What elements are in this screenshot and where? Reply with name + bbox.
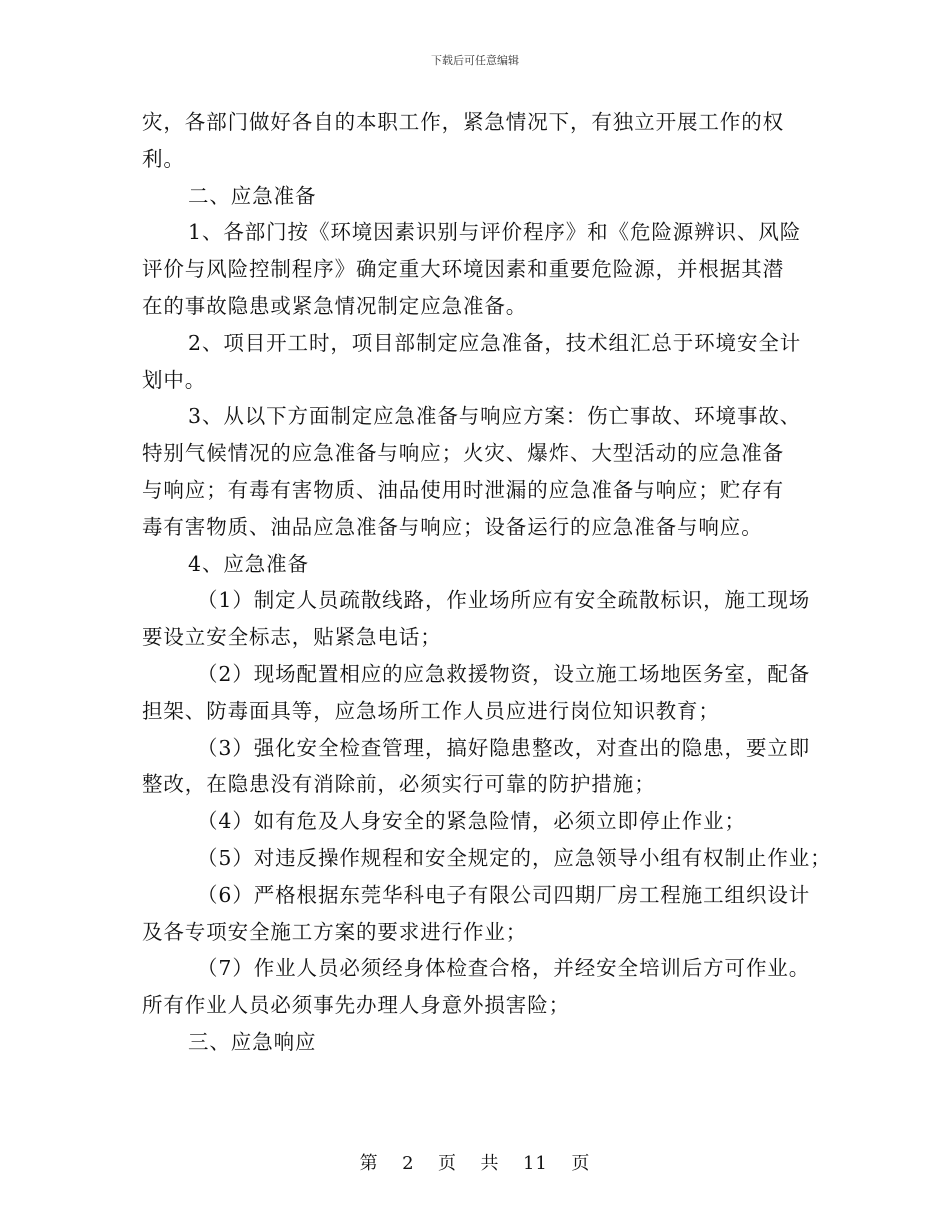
list-item: （7）作业人员必须经身体检查合格，并经安全培训后方可作业。 <box>197 956 811 981</box>
list-item: （6）严格根据东莞华科电子有限公司四期厂房工程施工组织设计 <box>197 882 811 907</box>
document-body <box>142 104 832 1061</box>
body-line: 2、项目开工时，项目部制定应急准备，技术组汇总于环境安全计 <box>188 330 802 355</box>
section-heading: 二、应急准备 <box>188 183 317 208</box>
body-line: 整改，在隐患没有消除前，必须实行可靠的防护措施； <box>142 772 656 797</box>
total-pages: 11 <box>522 1153 548 1174</box>
list-item: （5）对违反操作规程和安全规定的，应急领导小组有权制止作业； <box>197 845 832 870</box>
page-number: 2 <box>402 1153 415 1174</box>
section-heading: 三、应急响应 <box>188 1029 317 1054</box>
body-line: 3、从以下方面制定应急准备与响应方案：伤亡事故、环境事故、 <box>188 404 802 429</box>
body-line: 评价与风险控制程序》确定重大环境因素和重要危险源，并根据其潜 <box>142 257 784 282</box>
list-item: （2）现场配置相应的应急救援物资，设立施工场地医务室，配备 <box>197 661 811 686</box>
body-line: 特别气候情况的应急准备与响应；火灾、爆炸、大型活动的应急准备 <box>142 441 784 466</box>
footer-page-unit: 页 <box>438 1153 458 1174</box>
footer-total-prefix: 共 <box>480 1153 500 1174</box>
body-line: 利。 <box>142 146 185 171</box>
body-line: 所有作业人员必须事先办理人身意外损害险； <box>142 993 570 1018</box>
list-item: （3）强化安全检查管理，搞好隐患整改，对查出的隐患，要立即 <box>197 735 811 760</box>
body-line: 在的事故隐患或紧急情况制定应急准备。 <box>142 293 528 318</box>
list-item: （1）制定人员疏散线路，作业场所应有安全疏散标识，施工现场 <box>197 588 811 613</box>
body-line: 毒有害物质、油品应急准备与响应；设备运行的应急准备与响应。 <box>142 514 763 539</box>
page-header: 下载后可任意编辑 <box>431 54 519 67</box>
footer-total-unit: 页 <box>571 1153 591 1174</box>
body-line: 及各专项安全施工方案的要求进行作业； <box>142 919 528 944</box>
body-line: 划中。 <box>142 367 207 392</box>
list-item: （4）如有危及人身安全的紧急险情，必须立即停止作业； <box>197 809 746 834</box>
body-line: 灾，各部门做好各自的本职工作，紧急情况下，有独立开展工作的权 <box>142 110 784 134</box>
footer-prefix: 第 <box>359 1153 379 1174</box>
page-footer <box>0 1152 950 1176</box>
subsection-heading: 4、应急准备 <box>188 551 309 576</box>
body-line: 与响应；有毒有害物质、油品使用时泄漏的应急准备与响应；贮存有 <box>142 477 784 502</box>
body-line: 担架、防毒面具等，应急场所工作人员应进行岗位知识教育； <box>142 698 720 723</box>
body-line: 要设立安全标志，贴紧急电话； <box>142 625 442 650</box>
body-line: 1、各部门按《环境因素识别与评价程序》和《危险源辨识、风险 <box>188 220 802 245</box>
